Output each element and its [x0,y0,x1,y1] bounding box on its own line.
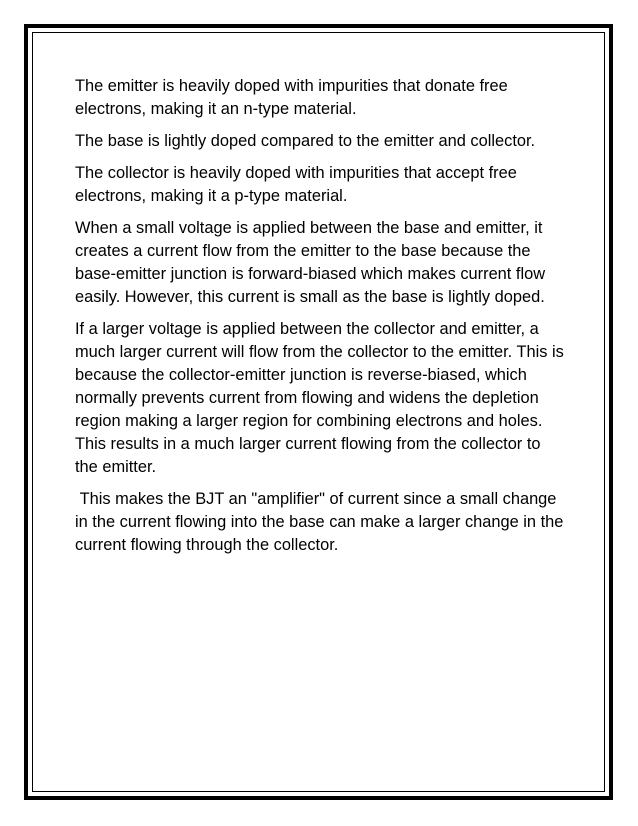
paragraph-small-voltage: When a small voltage is applied between the base and emitter, it creates a current flow from the emitter to the base because the base-emitter junction is forward-biased which makes current flow easily. However, this current is small as the base is lightly doped. [75,219,546,306]
paragraph-base: The base is lightly doped compared to the emitter and collector. [75,132,536,150]
document-body [75,75,567,566]
paragraph-amplifier: This makes the BJT an "amplifier" of current since a small change in the current flowing into the base can make a larger change in the current flowing through the collector. [75,490,568,554]
paragraph-larger-voltage: If a larger voltage is applied between the collector and emitter, a much larger current will flow from the collector to the emitter. This is because the collector-emitter junction is reverse-biased, which normally prevents current from flowing and widens the depletion region making a larger region for combining electrons and holes. This results in a much larger current flowing from the collector to the emitter. [75,320,564,476]
paragraph-emitter: The emitter is heavily doped with impurities that donate free electrons, making it an n-type material. [75,77,508,118]
paragraph-collector: The collector is heavily doped with impurities that accept free electrons, making it a p-type material. [75,164,517,205]
